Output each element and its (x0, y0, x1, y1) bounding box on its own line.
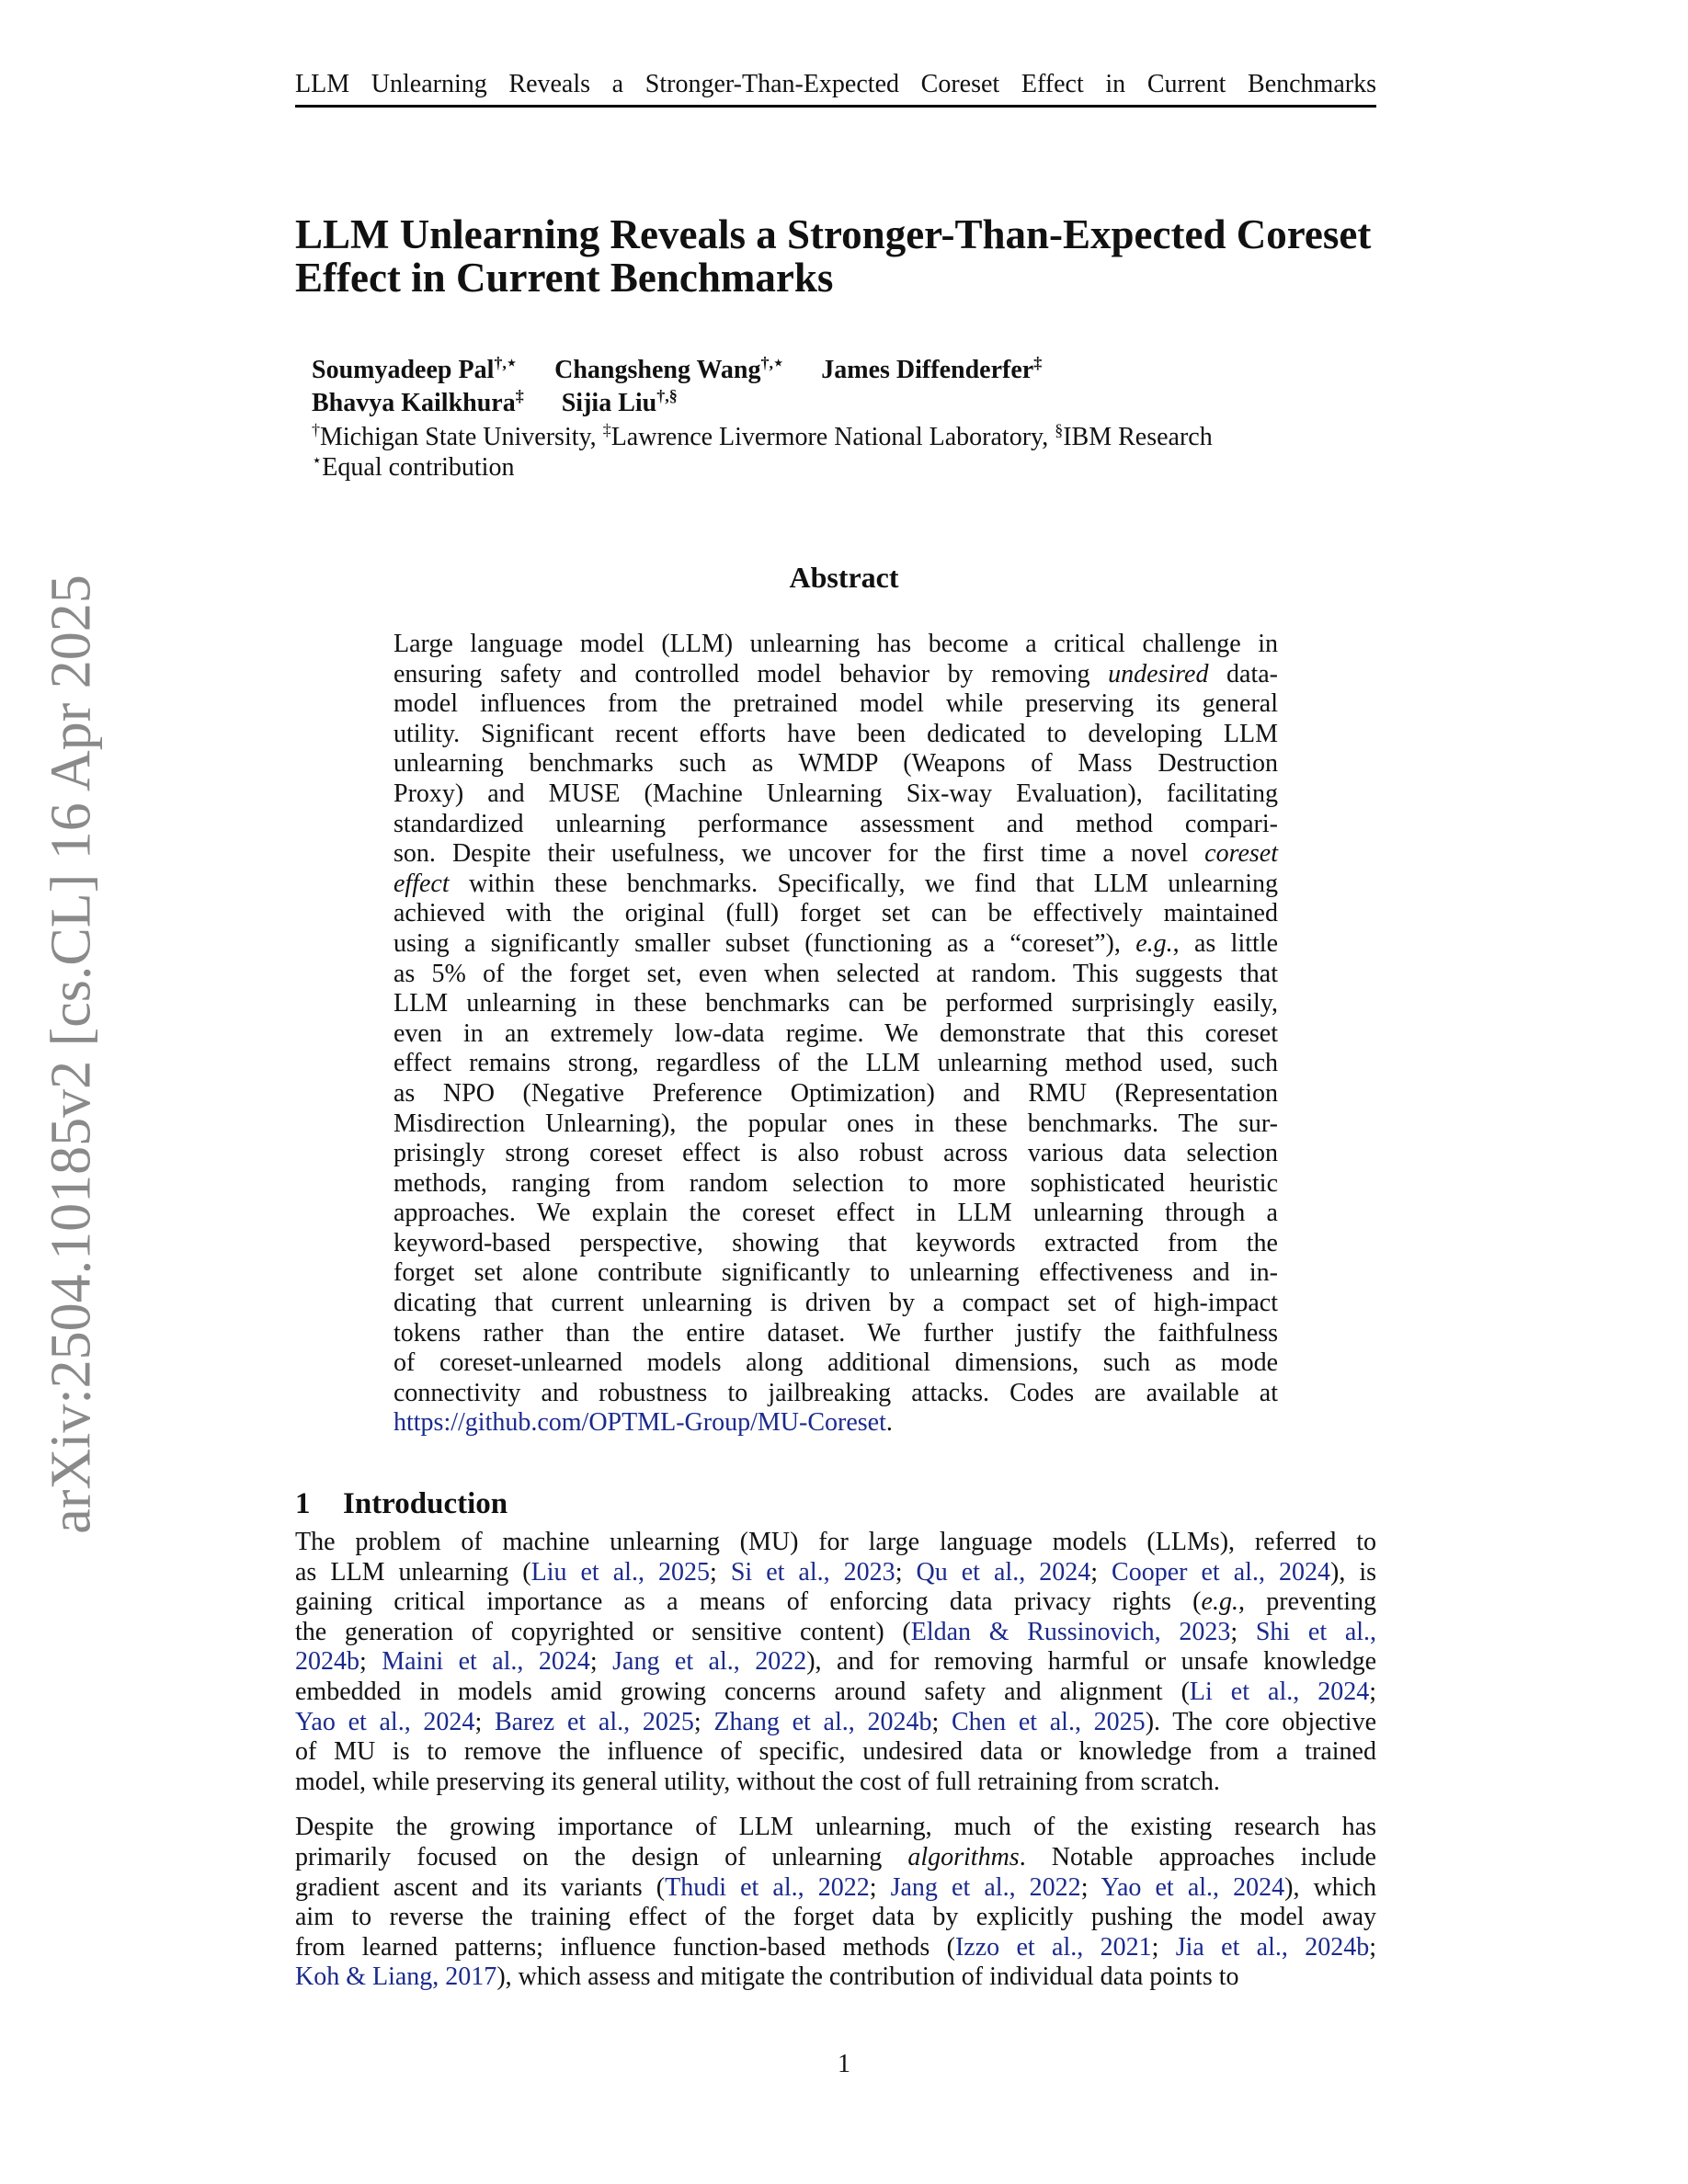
text-span: . (885, 1408, 893, 1438)
text-span: ), is (1330, 1557, 1377, 1587)
text-span: ; (359, 1647, 382, 1677)
text-span: ), which assess and mitigate the contribution of individual data points to (496, 1962, 1239, 1992)
text-line (295, 1933, 1376, 1963)
text-span: within these benchmarks. Specifically, we find that LLM unlearning (449, 869, 1278, 898)
citation-link[interactable]: Zhang et al., 2024b (713, 1707, 932, 1736)
text-span: gaining critical importance as a means of enforcing data privacy rights ( (295, 1587, 1202, 1617)
title-line: Effect in Current Benchmarks (295, 255, 834, 301)
section-heading: 1 Introduction (295, 1487, 508, 1520)
text-line (393, 1079, 1278, 1109)
text-span: LLM unlearning in these benchmarks can be performed surprisingly easily, (393, 989, 1278, 1018)
citation-link[interactable]: Jia et al., 2024b (1175, 1932, 1370, 1962)
page-number: 1 (838, 2050, 850, 2078)
text-span: dicating that current unlearning is driven by a compact set of high-impact (393, 1289, 1278, 1318)
text-span: aim to reverse the training effect of the forget data by explicitly pushing the model away (295, 1903, 1376, 1932)
text-line (295, 1843, 1376, 1873)
text-line (393, 810, 1278, 840)
text-span: even in an extremely low-data regime. We demonstrate that this coreset (393, 1018, 1278, 1048)
introduction-section (295, 1487, 1376, 1993)
text-span: prisingly strong coreset effect is also robust across various data selection (393, 1139, 1278, 1168)
text-line (295, 1558, 1376, 1588)
citation-link[interactable]: Cooper et al., 2024 (1112, 1557, 1330, 1587)
paragraph (295, 1528, 1376, 1797)
text-line (295, 1813, 1376, 1843)
text-line (393, 1258, 1278, 1289)
abstract-body (393, 630, 1278, 1439)
text-line (393, 1348, 1278, 1379)
citation-link[interactable]: Maini et al., 2024 (382, 1647, 590, 1677)
text-span: son. Despite their usefulness, we uncover for the first time a novel (393, 839, 1205, 869)
text-line (295, 1587, 1376, 1618)
text-line (393, 1169, 1278, 1200)
text-span: as LLM unlearning ( (295, 1557, 531, 1587)
citation-link[interactable]: Eldan & Russinovich, 2023 (910, 1617, 1231, 1646)
text-line (393, 899, 1278, 929)
title-line: LLM Unlearning Reveals a Stronger-Than-Expected Coreset (295, 211, 1372, 257)
text-span: Proxy) and MUSE (Machine Unlearning Six-way Evaluation), facilitating (393, 779, 1278, 808)
citation-link[interactable]: Si et al., 2023 (730, 1557, 895, 1587)
affiliation: IBM Research (1063, 423, 1213, 451)
text-span: ensuring safety and controlled model behavior by removing (393, 659, 1109, 688)
text-line (295, 1873, 1376, 1904)
text-span: of MU is to remove the influence of specific, undesired data or knowledge from a trained (295, 1737, 1376, 1767)
text-line (393, 929, 1278, 960)
running-header: LLM Unlearning Reveals a Stronger-Than-Expected Coreset Effect in Current Benchmarks (295, 70, 1376, 98)
citation-link[interactable]: Jang et al., 2022 (612, 1647, 807, 1677)
citation-link[interactable]: Jang et al., 2022 (890, 1872, 1081, 1902)
emphasis-text: undesired (1108, 659, 1209, 688)
text-span: ), and for removing harmful or unsafe knowledge (806, 1647, 1377, 1677)
text-span: achieved with the original (full) forget set can be effectively maintained (393, 899, 1278, 928)
paper-title (295, 213, 1398, 300)
text-span: gradient ascent and its variants ( (295, 1872, 666, 1902)
text-span: unlearning benchmarks such as WMDP (Weapons of Mass Destruction (393, 749, 1278, 779)
affiliations: †Michigan State University, ‡Lawrence Livermore National Laboratory, §IBM Research ⋆Equal contribution (312, 420, 1213, 482)
text-span: ; (931, 1707, 952, 1736)
affiliation: Michigan State University, (320, 423, 603, 451)
text-line (393, 960, 1278, 990)
citation-link[interactable]: 2024b (295, 1647, 359, 1677)
author: Soumyadeep Pal†,⋆ (312, 353, 518, 384)
text-line (393, 1229, 1278, 1259)
author-list (312, 354, 1042, 420)
text-span: using a significantly smaller subset (functioning as a “coreset”), (393, 928, 1136, 958)
text-span: as 5% of the forget set, even when selected at random. This suggests that (393, 959, 1278, 988)
citation-link[interactable]: Izzo et al., 2021 (954, 1932, 1152, 1962)
text-span: ; (1369, 1932, 1376, 1962)
text-line (393, 1049, 1278, 1079)
text-span: ; (869, 1872, 891, 1902)
text-line (393, 1109, 1278, 1140)
text-span: ; (1151, 1932, 1176, 1962)
citation-link[interactable]: Li et al., 2024 (1189, 1677, 1370, 1706)
arxiv-stamp: arXiv:2504.10185v2 [cs.CL] 16 Apr 2025 (40, 574, 103, 1534)
text-span: the generation of copyrighted or sensitive content) ( (295, 1617, 911, 1646)
text-line (295, 1528, 1376, 1558)
header-rule (295, 105, 1376, 108)
text-line (295, 1768, 1376, 1798)
text-line (393, 660, 1278, 690)
author: Bhavya Kailkhura‡ (312, 386, 524, 417)
text-line (295, 1678, 1376, 1708)
text-span: ; (589, 1647, 613, 1677)
text-span: effect remains strong, regardless of the LLM unlearning method used, such (393, 1049, 1278, 1078)
text-span: embedded in models amid growing concerns around safety and alignment ( (295, 1677, 1190, 1706)
citation-link[interactable]: Shi et al., (1255, 1617, 1377, 1646)
equal-contribution-note: Equal contribution (322, 453, 515, 482)
text-line (295, 1618, 1376, 1648)
text-line (393, 630, 1278, 660)
text-span: The problem of machine unlearning (MU) for large language models (LLMs), referred to (295, 1528, 1376, 1556)
text-line (393, 1319, 1278, 1349)
text-line (393, 1199, 1278, 1229)
citation-link[interactable]: Chen et al., 2025 (951, 1707, 1146, 1736)
citation-link[interactable]: Qu et al., 2024 (916, 1557, 1091, 1587)
text-span: methods, ranging from random selection to more sophisticated heuristic (393, 1168, 1278, 1198)
text-line (295, 1737, 1376, 1768)
text-span: ; (474, 1707, 495, 1736)
text-line (295, 1708, 1376, 1738)
affiliation: Lawrence Livermore National Laboratory, (610, 423, 1055, 451)
text-span: approaches. We explain the coreset effect in LLM unlearning through a (393, 1199, 1278, 1228)
text-span: standardized unlearning performance assessment and method compari- (393, 809, 1278, 838)
citation-link[interactable]: Barez et al., 2025 (494, 1707, 694, 1736)
text-line (393, 1019, 1278, 1050)
text-span: forget set alone contribute significantly to unlearning effectiveness and in- (393, 1258, 1278, 1288)
text-line (393, 1379, 1278, 1409)
text-span: model, while preserving its general utility, without the cost of full retraining from scratch. (295, 1767, 1220, 1796)
text-span: , preventing (1237, 1587, 1376, 1617)
text-line (393, 870, 1278, 900)
abstract-heading: Abstract (789, 561, 899, 594)
citation-link[interactable]: Yao et al., 2024 (295, 1707, 475, 1736)
text-line (295, 1962, 1376, 1993)
text-span: ; (1090, 1557, 1112, 1587)
emphasis-text: e.g. (1135, 928, 1173, 958)
author: James Diffenderfer‡ (821, 353, 1043, 384)
text-span: Despite the growing importance of LLM unlearning, much of the existing research has (295, 1813, 1376, 1842)
citation-link[interactable]: Thudi et al., 2022 (665, 1872, 870, 1902)
text-line (295, 1903, 1376, 1933)
text-line (393, 1139, 1278, 1169)
text-line (393, 1408, 1278, 1439)
text-span: , as little (1172, 928, 1278, 958)
emphasis-text: effect (393, 869, 450, 898)
text-span: as NPO (Negative Preference Optimization) and RMU (Representation (393, 1078, 1278, 1108)
text-span: model influences from the pretrained model while preserving its general (393, 689, 1278, 719)
emphasis-text: e.g. (1201, 1587, 1238, 1617)
citation-link[interactable]: Koh & Liang, 2017 (295, 1962, 497, 1992)
text-line (295, 1647, 1376, 1678)
text-span: connectivity and robustness to jailbreaking attacks. Codes are available at (393, 1378, 1278, 1407)
text-line (393, 989, 1278, 1019)
citation-link[interactable]: Liu et al., 2025 (530, 1557, 710, 1587)
text-span: Misdirection Unlearning), the popular ones in these benchmarks. The sur- (393, 1109, 1278, 1138)
paragraph (295, 1813, 1376, 1993)
text-span: keyword-based perspective, showing that keywords extracted from the (393, 1228, 1278, 1257)
text-line (393, 1289, 1278, 1319)
text-span: . Notable approaches include (1019, 1842, 1376, 1871)
code-url-link[interactable]: https://github.com/OPTML-Group/MU-Coreset (393, 1408, 886, 1438)
text-span: of coreset-unlearned models along additional dimensions, such as mode (393, 1348, 1278, 1378)
text-span: data- (1208, 659, 1279, 688)
emphasis-text: algorithms (907, 1842, 1020, 1871)
author: Sijia Liu†,§ (561, 386, 678, 417)
text-span: ; (710, 1557, 731, 1587)
text-span: tokens rather than the entire dataset. We further justify the faithfulness (393, 1318, 1278, 1348)
text-span: Large language model (LLM) unlearning has become a critical challenge in (393, 630, 1278, 658)
emphasis-text: coreset (1204, 839, 1278, 869)
citation-link[interactable]: Yao et al., 2024 (1101, 1872, 1285, 1902)
text-span: ; (693, 1707, 714, 1736)
text-span: ; (1369, 1677, 1377, 1706)
text-line (393, 720, 1278, 750)
text-span: from learned patterns; influence function-based methods ( (295, 1932, 955, 1962)
text-span: ; (1080, 1872, 1101, 1902)
text-span: primarily focused on the design of unlearning (295, 1842, 908, 1871)
text-span: ), which (1284, 1872, 1377, 1902)
text-span: ; (1230, 1617, 1256, 1646)
text-line (393, 689, 1278, 720)
text-line (393, 749, 1278, 779)
text-span: utility. Significant recent efforts have been dedicated to developing LLM (393, 719, 1278, 748)
author: Changsheng Wang†,⋆ (554, 353, 784, 384)
text-line (393, 779, 1278, 810)
text-line (393, 839, 1278, 870)
text-span: ; (895, 1557, 917, 1587)
text-span: ). The core objective (1145, 1707, 1377, 1736)
